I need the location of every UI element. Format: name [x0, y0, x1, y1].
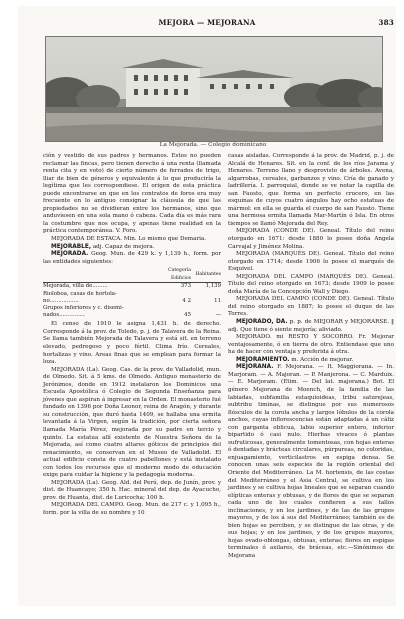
entry-mejorada [43, 251, 221, 266]
paragraph: MEJORADA DEL CAMPO. Geog. Mun. de 217 c. y 1,095 h., form. por la villa de su nombre y 10 [43, 502, 221, 516]
table-header-row [43, 267, 221, 283]
table-cell [191, 305, 221, 312]
definition: Geog. Mun. de 429 k. y 1,139 h., form. por las entidades siguientes: [43, 251, 222, 265]
table-cell: no................. [43, 297, 79, 304]
entry-mejorable [43, 244, 221, 252]
definition: m. Acción de mejorar. [291, 356, 354, 363]
table-cell: Grupos inferiores y c. disemi- [43, 304, 124, 311]
entry-mejorado [228, 319, 394, 334]
table-cell: Mejorada, villa de......... [43, 283, 108, 290]
paragraph: MEJORADA DEL CAMPO (CONDE DE). Geneal. Título del reino otorgado en 1887; lo posee el duque de las Torres. [228, 296, 394, 318]
entry-mejoramiento [228, 357, 394, 365]
running-header [18, 18, 396, 30]
table-row [43, 298, 221, 305]
headword: MEJORANA. [236, 364, 274, 371]
headword: MEJORADO, DA. [236, 319, 288, 326]
table-cell: 4 2 [182, 297, 191, 304]
headword: MEJORADA. [51, 251, 89, 258]
definition: F. Mejorana. — It. Maggiorana. — In. Marjoram. — A. Majoran. — P. Manjerona. — C. Marduix. — E. Marjoram. (Etim. — Del lat. majorana.) Bot. El género Mejorana de Moench, de la familia de las labiadas, subfamilia estaquioideas, tribu saturejeas, subtribu timinas, se distingue por sus numerosos flósculos de la corola ancha y largos lóbulos de la corola anchos, cuyas inflorescencias están adaptadas á un cáliz con garganta oblicua, labio superior entero, inferior bipartido ó casi nulo. Hierbas vivaces ó plantas sufruticosas, generalmente tomentosas, con hojas enteras ó dentadas y brácteas circulares, púrpureas, no coloridas, enjuagamiento, verticilastros en espiga densa. Se conocen unas seis especies de la región oriental del Oriente del Mediterráneo. La M. hortensis, de las costas del Mediterráneo y el Asia Central, se cultiva en los jardines y se cultiva hojas lineales que se separan cuando elípticas enteras y obtusas, y de flores de que se separan cada uno de los cuales confieren a sus tallos inclinaciones, y en los jardines, y de las de las grupos mayores, y de los á sus del Mediterráneo; también es de bien hojas se perciben, y se distingue de las otras, y de sus hojas; y en los jardines, y de los grupos mayores, hojas ovado-oblongas, obtusas, enteras; flores en espigas terminales ó axilares, de bráceas, etc.—Sinónimos de Mejorana [228, 364, 394, 559]
table-cell: 1,139 [205, 283, 221, 290]
definition: p. p. de MEJORAR y MEJORARSE. ‖ adj. Que tiene ó siente mejoría; aliviado. [228, 319, 394, 333]
population-table [43, 267, 221, 319]
table-cell: nados............... [43, 312, 85, 319]
paragraph: MEJORADA (La). Geog. Cas. de la prov. de Valladolid, mun. de Olmedo. Sit. á 5 kms. de Olmedo. Antiguo monasterio de Jerónimos, donde en 1912 instalaron los Dominicos una Escuela Apostólica ó Colegio de Segunda Enseñanza para jóvenes que aspiran á ingresar en la Orden. El monasterio fué fundado en 1396 por Doña Leonor, reina de Aragón, y durante su construcción, que duró hasta 1409, se hallaba una ermita levantada á la Virgen, según la tradición, por cierta señora llamada María Pérez, mejorada por su padre en tercio y quinto. La estatua allí existente de Nuestra Señora de la Mejorada, así como cuatro altares góticos de principios del renacimiento, se conservan en el Museo de Valladolid. El actual edificio consta de cuatro pabellones y está instalado con todos los recursos que el moderno modo de educación exige para cuidar la higiene y la pedagogía moderna. [43, 366, 221, 479]
table-row [43, 305, 221, 312]
headword: MEJORABLE, [51, 243, 92, 250]
table-header: Categoría Edificios [161, 267, 191, 283]
right-text-column [228, 153, 394, 561]
paragraph: MEJORADA (CONDE DE). Geneal. Título del reino otorgado en 1671: desde 1880 lo posee doña Angela Carvajal y Jiménez Molina. [228, 228, 394, 250]
table-header [43, 267, 161, 283]
book-page [18, 6, 396, 606]
page-number: 383 [378, 18, 394, 27]
table-row [43, 291, 221, 298]
paragraph: MEJORADA DE ESTACA. Min. Lo mismo que Demaria. [51, 236, 207, 243]
table-cell [161, 305, 191, 312]
headword: MEJORAMIENTO. [236, 356, 290, 363]
paragraph: El censo de 1910 le asigna 1,431 h. de derecho. Corresponde á la prov. de Toledo, p. j. de Talavera de la Reina. Se llama también Mejorada de Talavera y está sit. en terreno elevado, pedregoso y poco fértil. Clima frío. Cereales, hortalizas y vino. Areas finas que se emplean para formar la loza. [43, 321, 221, 366]
table-header: Habitantes [191, 267, 221, 283]
table-cell [161, 291, 191, 298]
paragraph: MEJORADA DEL CAMPO (MARQUÉS DE). Geneal. Título del reino otorgado en 1673; desde 1909 lo posee doña María de la Concepción Wall y Diego. [228, 273, 394, 295]
paragraph: MEJORADA (La). Geog. Ald. del Perú, dep. de Junín, prov. y dist. de Huancayo; 350 h. Hac. mineral del dep. de Ayacucho, prov. de Huanta, dist. de Luricocha; 100 h. [43, 479, 221, 501]
page-header-title: MEJORA — MEJORANA [158, 18, 256, 27]
paragraph: casas aisladas. Corresponde á la prov. de Madrid, p. j. de Alcalá de Henares. Sit. en la conf. de los ríos Jarama y Henares. Terreno llano y desprovisto de árboles. Avena, algarrobas, cereales, garbanzos y vino. Cría de ganado y ladrillería. I. parroquial, donde se ve notar la capilla de san Fausto, que forma un perfecto crucero, en las esquinas de cuyos cuatro ángulos hay ocho estatuas de mármol: en ella se guarda el cuerpo de san Fausto. Tiene una hermosa ermita llamada Mar-Martín ó Isla. En otros tiempos se llamó Mejorada del Rey. [228, 153, 394, 227]
definition: adj. Capaz de mejora. [92, 243, 155, 250]
monastery-photo-drawing [46, 37, 382, 141]
table-cell: 11 [214, 297, 221, 304]
paragraph: ción y vestido de sus padres y hermanos. Estos no pueden reclamar las fincas, pero tienen derecho á una renta (llamada renta cita y en voto) de cierto número de ferrados de trigo, lliar de bien de géneros y equivalente á lo que produciría la legítima que les correspondiese. El origen de esta práctica puede encontrarse en que en los contratos de foros era muy frecuente en lo antiguo consignar la cláusula de que las propiedades no se dividieran entre los hermanos, sino que anduviesen en una sola mano ó cabeza. Cada día es más rara la costumbre que nos ocupa, y apenas tiene realidad en la práctica contemporánea. V. Foro. [43, 153, 221, 235]
table-row [43, 283, 221, 291]
paragraph: MEJORADO. mi RESTO Y SOCORRO. Fr. Mejorar ventajosamente, ó en tierra de otro. Entiendase que uno ha de hacer con ventaja y preferida á otra. [228, 334, 394, 356]
table-cell: 45 [184, 312, 191, 319]
paragraph: MEJORADA (MARQUÉS DE). Geneal. Título del reino otorgado en 1714; desde 1906 lo posee el marqués de Esquivel. [228, 251, 394, 273]
entry-mejorana [228, 364, 394, 560]
table-cell: 373 [180, 283, 191, 290]
table-cell: Rioloboa, casas de hortola- [43, 290, 117, 297]
left-text-column [43, 153, 221, 518]
table-row [43, 312, 221, 319]
table-cell: — [215, 312, 221, 319]
table-cell [191, 291, 221, 298]
photo-caption: La Mejorada. — Colegio dominicano [159, 142, 267, 148]
monastery-photograph [45, 36, 383, 142]
